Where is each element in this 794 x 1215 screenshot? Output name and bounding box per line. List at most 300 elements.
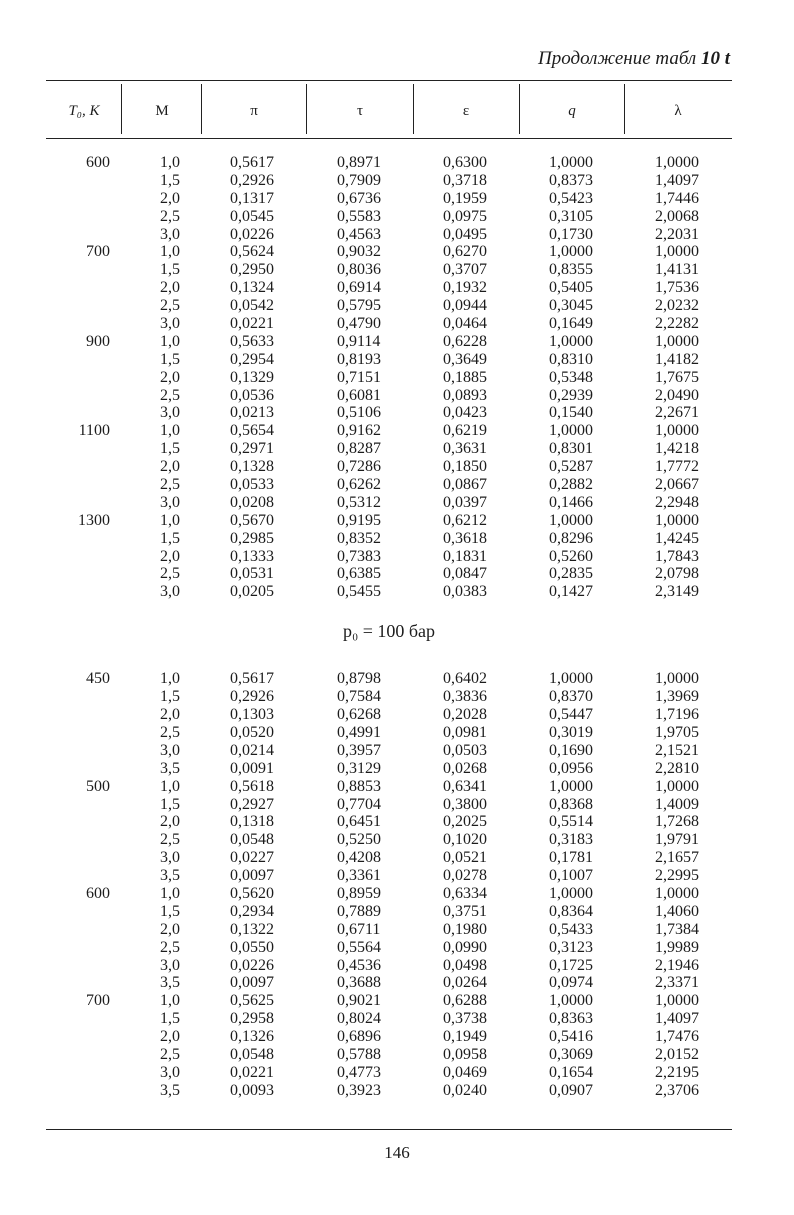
cell-mach: 3,0 <box>160 404 180 422</box>
cell-q: 0,1466 <box>549 493 593 511</box>
cell-pi: 0,0221 <box>230 1063 274 1081</box>
cell-mach: 2,0 <box>160 706 180 724</box>
header-t0: T₀, K <box>68 103 100 119</box>
cell-epsilon: 0,0495 <box>443 225 487 243</box>
cell-mach: 1,0 <box>160 243 180 261</box>
cell-q: 0,1690 <box>549 741 593 759</box>
cell-pi: 0,1303 <box>230 706 274 724</box>
cell-lambda: 1,0000 <box>655 670 699 688</box>
cell-t0: 450 <box>86 670 110 688</box>
cell-epsilon: 0,1932 <box>443 279 487 297</box>
table-row <box>46 813 732 831</box>
cell-q: 0,1654 <box>549 1063 593 1081</box>
cell-pi: 0,1324 <box>230 279 274 297</box>
cell-lambda: 1,4245 <box>655 529 699 547</box>
table-row <box>46 706 732 724</box>
cell-pi: 0,1326 <box>230 1028 274 1046</box>
cell-q: 0,1427 <box>549 583 593 601</box>
cell-pi: 0,5670 <box>230 511 274 529</box>
cell-pi: 0,2958 <box>230 1010 274 1028</box>
cell-pi: 0,0226 <box>230 956 274 974</box>
cell-epsilon: 0,3738 <box>443 1010 487 1028</box>
cell-lambda: 1,7384 <box>655 920 699 938</box>
cell-t0: 600 <box>86 884 110 902</box>
cell-q: 1,0000 <box>549 154 593 171</box>
cell-lambda: 1,4060 <box>655 902 699 920</box>
table-row <box>46 760 732 778</box>
table-row <box>46 974 732 992</box>
cell-lambda: 2,3371 <box>655 974 699 992</box>
cell-mach: 1,5 <box>160 902 180 920</box>
cell-mach: 2,0 <box>160 1028 180 1046</box>
cell-tau: 0,9195 <box>337 511 381 529</box>
cell-epsilon: 0,1885 <box>443 368 487 386</box>
cell-t0: 700 <box>86 992 110 1010</box>
cell-lambda: 2,2195 <box>655 1063 699 1081</box>
cell-lambda: 2,3149 <box>655 583 699 601</box>
table-row <box>46 512 732 530</box>
cell-q: 0,2835 <box>549 565 593 583</box>
cell-q: 0,1649 <box>549 315 593 333</box>
cell-lambda: 1,4131 <box>655 261 699 279</box>
cell-lambda: 1,4097 <box>655 171 699 189</box>
cell-mach: 3,0 <box>160 583 180 601</box>
table-row <box>46 190 732 208</box>
table-row <box>46 670 732 688</box>
table-row <box>46 903 732 921</box>
cell-mach: 1,0 <box>160 154 180 171</box>
cell-mach: 1,0 <box>160 670 180 688</box>
table-row <box>46 742 732 760</box>
cell-mach: 2,5 <box>160 386 180 404</box>
column-divider <box>413 84 414 134</box>
table-row <box>46 885 732 903</box>
cell-pi: 0,0227 <box>230 849 274 867</box>
cell-mach: 1,0 <box>160 332 180 350</box>
cell-epsilon: 0,1020 <box>443 831 487 849</box>
cell-tau: 0,5106 <box>337 404 381 422</box>
cell-q: 1,0000 <box>549 884 593 902</box>
cell-mach: 1,0 <box>160 777 180 795</box>
cell-pi: 0,0091 <box>230 759 274 777</box>
cell-pi: 0,2971 <box>230 440 274 458</box>
cell-tau: 0,6268 <box>337 706 381 724</box>
cell-tau: 0,7151 <box>337 368 381 386</box>
cell-lambda: 1,9791 <box>655 831 699 849</box>
cell-epsilon: 0,6334 <box>443 884 487 902</box>
cell-lambda: 1,4009 <box>655 795 699 813</box>
cell-epsilon: 0,0498 <box>443 956 487 974</box>
table-row <box>46 1046 732 1064</box>
cell-q: 0,1781 <box>549 849 593 867</box>
cell-tau: 0,4208 <box>337 849 381 867</box>
cell-pi: 0,2926 <box>230 688 274 706</box>
header-pi: π <box>250 103 258 119</box>
cell-lambda: 1,3969 <box>655 688 699 706</box>
cell-lambda: 2,0232 <box>655 297 699 315</box>
cell-mach: 3,0 <box>160 956 180 974</box>
cell-mach: 1,0 <box>160 422 180 440</box>
cell-epsilon: 0,2028 <box>443 706 487 724</box>
cell-lambda: 1,4182 <box>655 350 699 368</box>
cell-q: 0,5447 <box>549 706 593 724</box>
cell-tau: 0,8287 <box>337 440 381 458</box>
cell-mach: 3,5 <box>160 867 180 885</box>
data-table <box>46 154 732 1100</box>
table-row <box>46 867 732 885</box>
header-lambda: λ <box>674 103 682 119</box>
cell-epsilon: 0,6219 <box>443 422 487 440</box>
cell-lambda: 2,2671 <box>655 404 699 422</box>
header-q: q <box>568 103 576 119</box>
cell-q: 1,0000 <box>549 422 593 440</box>
cell-q: 0,0956 <box>549 759 593 777</box>
cell-lambda: 2,3706 <box>655 1081 699 1099</box>
cell-tau: 0,3129 <box>337 759 381 777</box>
cell-epsilon: 0,0990 <box>443 938 487 956</box>
cell-pi: 0,5617 <box>230 154 274 171</box>
cell-pi: 0,0214 <box>230 741 274 759</box>
cell-tau: 0,6914 <box>337 279 381 297</box>
table-bottom-rule <box>46 1129 732 1130</box>
cell-tau: 0,7909 <box>337 171 381 189</box>
cell-epsilon: 0,0867 <box>443 476 487 494</box>
cell-mach: 2,5 <box>160 1045 180 1063</box>
cell-q: 0,8364 <box>549 902 593 920</box>
cell-pi: 0,0097 <box>230 974 274 992</box>
cell-lambda: 1,0000 <box>655 154 699 171</box>
cell-tau: 0,6081 <box>337 386 381 404</box>
cell-mach: 1,5 <box>160 795 180 813</box>
cell-tau: 0,3923 <box>337 1081 381 1099</box>
header-mach: M <box>155 103 169 119</box>
cell-tau: 0,4563 <box>337 225 381 243</box>
cell-epsilon: 0,1980 <box>443 920 487 938</box>
cell-mach: 2,0 <box>160 813 180 831</box>
table-row <box>46 172 732 190</box>
cell-lambda: 2,1521 <box>655 741 699 759</box>
table-row <box>46 458 732 476</box>
cell-lambda: 2,0152 <box>655 1045 699 1063</box>
cell-lambda: 1,4097 <box>655 1010 699 1028</box>
cell-tau: 0,6451 <box>337 813 381 831</box>
table-row <box>46 1064 732 1082</box>
cell-mach: 2,5 <box>160 476 180 494</box>
cell-epsilon: 0,0383 <box>443 583 487 601</box>
cell-tau: 0,7889 <box>337 902 381 920</box>
cell-epsilon: 0,0521 <box>443 849 487 867</box>
cell-q: 0,3123 <box>549 938 593 956</box>
cell-tau: 0,5312 <box>337 493 381 511</box>
cell-q: 0,8296 <box>549 529 593 547</box>
cell-epsilon: 0,0240 <box>443 1081 487 1099</box>
cell-tau: 0,9162 <box>337 422 381 440</box>
table-row <box>46 530 732 548</box>
cell-epsilon: 0,0975 <box>443 207 487 225</box>
cell-mach: 2,5 <box>160 297 180 315</box>
cell-q: 0,8363 <box>549 1010 593 1028</box>
column-divider <box>306 84 307 134</box>
table-row <box>46 297 732 315</box>
cell-pi: 0,1333 <box>230 547 274 565</box>
cell-pi: 0,1318 <box>230 813 274 831</box>
cell-pi: 0,0548 <box>230 831 274 849</box>
cell-mach: 2,0 <box>160 279 180 297</box>
cell-lambda: 1,0000 <box>655 332 699 350</box>
cell-epsilon: 0,0264 <box>443 974 487 992</box>
cell-lambda: 2,0798 <box>655 565 699 583</box>
cell-q: 0,5514 <box>549 813 593 831</box>
cell-tau: 0,9021 <box>337 992 381 1010</box>
cell-lambda: 1,0000 <box>655 884 699 902</box>
cell-epsilon: 0,6270 <box>443 243 487 261</box>
cell-mach: 3,0 <box>160 1063 180 1081</box>
cell-q: 0,8368 <box>549 795 593 813</box>
cell-mach: 1,5 <box>160 261 180 279</box>
cell-tau: 0,6262 <box>337 476 381 494</box>
cell-mach: 1,5 <box>160 350 180 368</box>
cell-q: 0,3183 <box>549 831 593 849</box>
cell-mach: 3,0 <box>160 741 180 759</box>
cell-epsilon: 0,0278 <box>443 867 487 885</box>
cell-tau: 0,5250 <box>337 831 381 849</box>
cell-q: 0,5405 <box>549 279 593 297</box>
cell-epsilon: 0,6341 <box>443 777 487 795</box>
cell-q: 0,2882 <box>549 476 593 494</box>
table-row <box>46 351 732 369</box>
cell-tau: 0,9114 <box>337 332 381 350</box>
cell-q: 0,5260 <box>549 547 593 565</box>
cell-epsilon: 0,3800 <box>443 795 487 813</box>
cell-mach: 3,0 <box>160 225 180 243</box>
cell-pi: 0,0226 <box>230 225 274 243</box>
table-row <box>46 548 732 566</box>
cell-tau: 0,6711 <box>337 920 381 938</box>
table-row <box>46 796 732 814</box>
cell-mach: 2,5 <box>160 831 180 849</box>
table-caption <box>538 48 730 70</box>
cell-tau: 0,8036 <box>337 261 381 279</box>
table-row <box>46 921 732 939</box>
cell-q: 0,1730 <box>549 225 593 243</box>
cell-t0: 600 <box>86 154 110 171</box>
cell-t0: 900 <box>86 332 110 350</box>
cell-mach: 2,5 <box>160 207 180 225</box>
cell-lambda: 1,4218 <box>655 440 699 458</box>
cell-lambda: 2,2948 <box>655 493 699 511</box>
cell-tau: 0,4991 <box>337 723 381 741</box>
cell-pi: 0,5633 <box>230 332 274 350</box>
cell-mach: 2,0 <box>160 547 180 565</box>
cell-pi: 0,0520 <box>230 723 274 741</box>
table-row <box>46 208 732 226</box>
cell-q: 0,3019 <box>549 723 593 741</box>
cell-epsilon: 0,0397 <box>443 493 487 511</box>
cell-pi: 0,1322 <box>230 920 274 938</box>
table-row <box>46 724 732 742</box>
cell-q: 0,1725 <box>549 956 593 974</box>
cell-lambda: 2,2810 <box>655 759 699 777</box>
cell-epsilon: 0,1850 <box>443 458 487 476</box>
table-row <box>46 583 732 601</box>
table-row <box>46 1010 732 1028</box>
cell-pi: 0,0533 <box>230 476 274 494</box>
cell-pi: 0,2927 <box>230 795 274 813</box>
table-row <box>46 476 732 494</box>
table-row <box>46 831 732 849</box>
cell-epsilon: 0,6212 <box>443 511 487 529</box>
cell-pi: 0,5617 <box>230 670 274 688</box>
cell-lambda: 1,0000 <box>655 511 699 529</box>
cell-lambda: 2,2282 <box>655 315 699 333</box>
cell-pi: 0,2926 <box>230 171 274 189</box>
table-row <box>46 315 732 333</box>
section-label-text: p₀ = 100 бар <box>342 621 436 642</box>
cell-lambda: 1,7196 <box>655 706 699 724</box>
cell-pi: 0,0545 <box>230 207 274 225</box>
header-bottom-rule <box>46 138 732 139</box>
cell-pi: 0,5618 <box>230 777 274 795</box>
cell-epsilon: 0,0958 <box>443 1045 487 1063</box>
cell-epsilon: 0,0268 <box>443 759 487 777</box>
cell-mach: 3,5 <box>160 759 180 777</box>
cell-q: 0,2939 <box>549 386 593 404</box>
cell-epsilon: 0,3631 <box>443 440 487 458</box>
cell-lambda: 2,0490 <box>655 386 699 404</box>
cell-tau: 0,7286 <box>337 458 381 476</box>
cell-lambda: 1,7476 <box>655 1028 699 1046</box>
cell-lambda: 1,0000 <box>655 992 699 1010</box>
cell-epsilon: 0,0464 <box>443 315 487 333</box>
cell-q: 0,3105 <box>549 207 593 225</box>
column-divider <box>624 84 625 134</box>
cell-lambda: 1,7675 <box>655 368 699 386</box>
column-divider <box>519 84 520 134</box>
table-row <box>46 957 732 975</box>
cell-mach: 2,5 <box>160 565 180 583</box>
cell-q: 0,0974 <box>549 974 593 992</box>
cell-tau: 0,7704 <box>337 795 381 813</box>
cell-epsilon: 0,2025 <box>443 813 487 831</box>
cell-tau: 0,5455 <box>337 583 381 601</box>
cell-pi: 0,5624 <box>230 243 274 261</box>
table-row <box>46 939 732 957</box>
cell-mach: 1,5 <box>160 171 180 189</box>
cell-t0: 1300 <box>78 511 110 529</box>
table-row <box>46 992 732 1010</box>
cell-epsilon: 0,0893 <box>443 386 487 404</box>
cell-mach: 2,5 <box>160 723 180 741</box>
cell-tau: 0,5788 <box>337 1045 381 1063</box>
section-pressure-label <box>46 601 732 670</box>
cell-epsilon: 0,0847 <box>443 565 487 583</box>
table-row <box>46 154 732 172</box>
table-row <box>46 1082 732 1100</box>
cell-q: 1,0000 <box>549 777 593 795</box>
cell-t0: 500 <box>86 777 110 795</box>
cell-pi: 0,2954 <box>230 350 274 368</box>
cell-tau: 0,4790 <box>337 315 381 333</box>
cell-tau: 0,8798 <box>337 670 381 688</box>
table-row <box>46 494 732 512</box>
cell-tau: 0,8959 <box>337 884 381 902</box>
cell-pi: 0,0531 <box>230 565 274 583</box>
cell-pi: 0,0205 <box>230 583 274 601</box>
cell-q: 0,1540 <box>549 404 593 422</box>
header-tau: τ <box>356 103 364 119</box>
cell-pi: 0,2934 <box>230 902 274 920</box>
cell-epsilon: 0,6228 <box>443 332 487 350</box>
cell-t0: 1100 <box>78 422 110 440</box>
cell-q: 0,5433 <box>549 920 593 938</box>
caption-table-number: 10 t <box>700 48 730 69</box>
cell-q: 1,0000 <box>549 332 593 350</box>
cell-lambda: 1,9989 <box>655 938 699 956</box>
cell-pi: 0,0542 <box>230 297 274 315</box>
cell-mach: 3,5 <box>160 1081 180 1099</box>
cell-tau: 0,8193 <box>337 350 381 368</box>
cell-epsilon: 0,3707 <box>443 261 487 279</box>
cell-tau: 0,9032 <box>337 243 381 261</box>
cell-tau: 0,4536 <box>337 956 381 974</box>
cell-lambda: 1,7843 <box>655 547 699 565</box>
cell-lambda: 1,7772 <box>655 458 699 476</box>
table-row <box>46 440 732 458</box>
cell-tau: 0,4773 <box>337 1063 381 1081</box>
table-row <box>46 369 732 387</box>
cell-epsilon: 0,3718 <box>443 171 487 189</box>
cell-tau: 0,6385 <box>337 565 381 583</box>
table-row <box>46 333 732 351</box>
cell-lambda: 1,0000 <box>655 243 699 261</box>
cell-mach: 1,5 <box>160 529 180 547</box>
table-row <box>46 226 732 244</box>
table-row <box>46 1028 732 1046</box>
cell-q: 0,0907 <box>549 1081 593 1099</box>
cell-pi: 0,2985 <box>230 529 274 547</box>
cell-mach: 2,0 <box>160 458 180 476</box>
cell-epsilon: 0,6288 <box>443 992 487 1010</box>
table-row <box>46 261 732 279</box>
cell-q: 0,3069 <box>549 1045 593 1063</box>
cell-tau: 0,8971 <box>337 154 381 171</box>
caption-text: Продолжение табл <box>538 48 697 69</box>
cell-pi: 0,1317 <box>230 189 274 207</box>
cell-tau: 0,8853 <box>337 777 381 795</box>
cell-pi: 0,0208 <box>230 493 274 511</box>
cell-pi: 0,0550 <box>230 938 274 956</box>
cell-q: 0,3045 <box>549 297 593 315</box>
header-top-rule <box>46 80 732 81</box>
cell-mach: 1,0 <box>160 511 180 529</box>
cell-mach: 2,0 <box>160 189 180 207</box>
cell-mach: 1,5 <box>160 1010 180 1028</box>
cell-epsilon: 0,1959 <box>443 189 487 207</box>
cell-epsilon: 0,0503 <box>443 741 487 759</box>
table-row <box>46 565 732 583</box>
cell-epsilon: 0,3751 <box>443 902 487 920</box>
cell-pi: 0,2950 <box>230 261 274 279</box>
cell-epsilon: 0,3618 <box>443 529 487 547</box>
cell-tau: 0,7383 <box>337 547 381 565</box>
cell-epsilon: 0,0423 <box>443 404 487 422</box>
cell-t0: 700 <box>86 243 110 261</box>
cell-pi: 0,0213 <box>230 404 274 422</box>
cell-mach: 3,0 <box>160 315 180 333</box>
cell-epsilon: 0,6402 <box>443 670 487 688</box>
cell-q: 0,8373 <box>549 171 593 189</box>
cell-q: 1,0000 <box>549 243 593 261</box>
